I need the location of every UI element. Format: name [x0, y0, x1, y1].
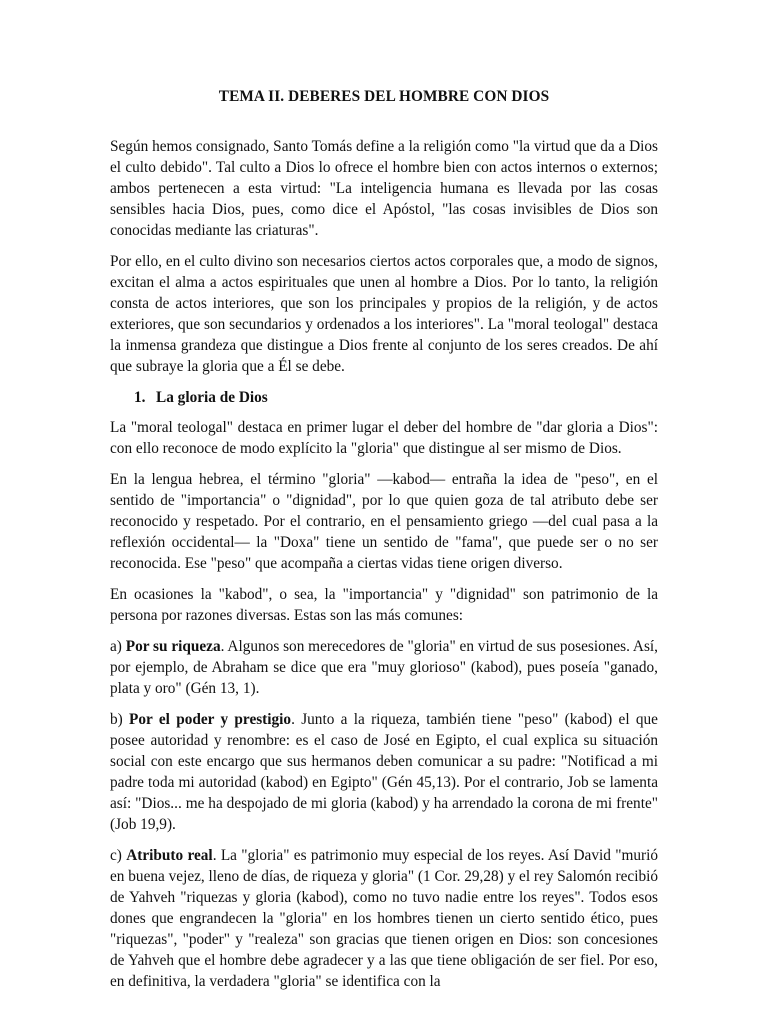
- item-c-text: . La "gloria" es patrimonio muy especial de los reyes. Así David "murió en buena vejez, lleno de días, de riqueza y gloria" (1 Cor. 29,28) y el rey Salomón recibió de Yahveh "riquezas y gloria (kabod), como no tuvo nadie entre los reyes". Todos esos dones que engrandecen la "gloria" en los hombres tienen un cierto sentido ético, pues "riquezas", "poder" y "realeza" son gracias que tienen origen en Dios: son concesiones de Yahveh que el hombre debe agradecer y a las que tiene obligación de ser fiel. Por eso, en definitiva, la verdadera "gloria" se identifica con la: [110, 847, 658, 990]
- list-item-b: [110, 709, 658, 835]
- paragraph-kabod-reasons: En ocasiones la "kabod", o sea, la "importancia" y "dignidad" son patrimonio de la persona por razones diversas. Estas son las más comunes:: [110, 586, 658, 624]
- item-a-prefix: a): [110, 638, 126, 655]
- item-b-prefix: b): [110, 711, 130, 728]
- paragraph-intro: Según hemos consignado, Santo Tomás define a la religión como "la virtud que da a Dios el culto debido". Tal culto a Dios lo ofrece el hombre bien con actos internos o externos; ambos pertenecen a esta virtud: "La inteligencia humana es llevada por las cosas sensibles hacia Dios, pues, como dice el Apóstol, "las cosas invisibles de Dios son conocidas mediante las criaturas".: [110, 138, 658, 239]
- item-c-heading: Atributo real: [126, 847, 213, 864]
- item-b-text: . Junto a la riqueza, también tiene "peso" (kabod) el que posee autoridad y renombre: es el caso de José en Egipto, el cual explica su situación social con este encargo que sus hermanos deben comunicar a su padre: "Notificad a mi padre toda mi autoridad (kabod) en Egipto" (Gén 45,13). Por el contrario, Job se lamenta así: "Dios... me ha despojado de mi gloria (kabod) y ha arrendado la corona de mi frente" (Job 19,9).: [110, 711, 658, 833]
- item-a-heading: Por su riqueza: [125, 638, 221, 655]
- section-title: La gloria de Dios: [156, 389, 268, 406]
- paragraph-moral-teologal: La "moral teologal" destaca en primer lugar el deber del hombre de "dar gloria a Dios": con ello reconoce de modo explícito la "gloria" que distingue al ser mismo de Dios.: [110, 419, 658, 457]
- item-a-text: . Algunos son merecedores de "gloria" en virtud de sus posesiones. Así, por ejemplo, de Abraham se dice que era "muy glorioso" (kabod), pues poseía "ganado, plata y oro" (Gén 13, 1).: [110, 638, 658, 697]
- list-item-a: [110, 636, 658, 699]
- document-title: TEMA II. DEBERES DEL HOMBRE CON DIOS: [218, 88, 550, 105]
- section-number: 1.: [134, 389, 146, 406]
- section-heading-gloria: [110, 387, 658, 408]
- item-b-heading: Por el poder y prestigio: [129, 711, 292, 728]
- item-c-prefix: c): [110, 847, 127, 864]
- list-item-c: [110, 845, 658, 992]
- paragraph-worship-acts: Por ello, en el culto divino son necesarios ciertos actos corporales que, a modo de signos, excitan el alma a actos espirituales que unen al hombre a Dios. Por lo tanto, la religión consta de actos interiores, que son los principales y propios de la religión, y de actos exteriores, que son secundarios y ordenados a los interiores". La "moral teologal" destaca la inmensa grandeza que distingue a Dios frente al conjunto de los seres creados. De ahí que subraye la gloria que a Él se debe.: [110, 253, 658, 375]
- paragraph-hebrew-term: En la lengua hebrea, el término "gloria" —kabod— entraña la idea de "peso", en el sentido de "importancia" o "dignidad", por lo que quien goza de tal atributo debe ser reconocido y respetado. Por el contrario, en el pensamiento griego —del cual pasa a la reflexión occidental— la "Doxa" tiene un sentido de "fama", que puede ser o no ser reconocida. Ese "peso" que acompaña a ciertas vidas tiene origen diverso.: [110, 471, 658, 572]
- document-page: [110, 86, 658, 1002]
